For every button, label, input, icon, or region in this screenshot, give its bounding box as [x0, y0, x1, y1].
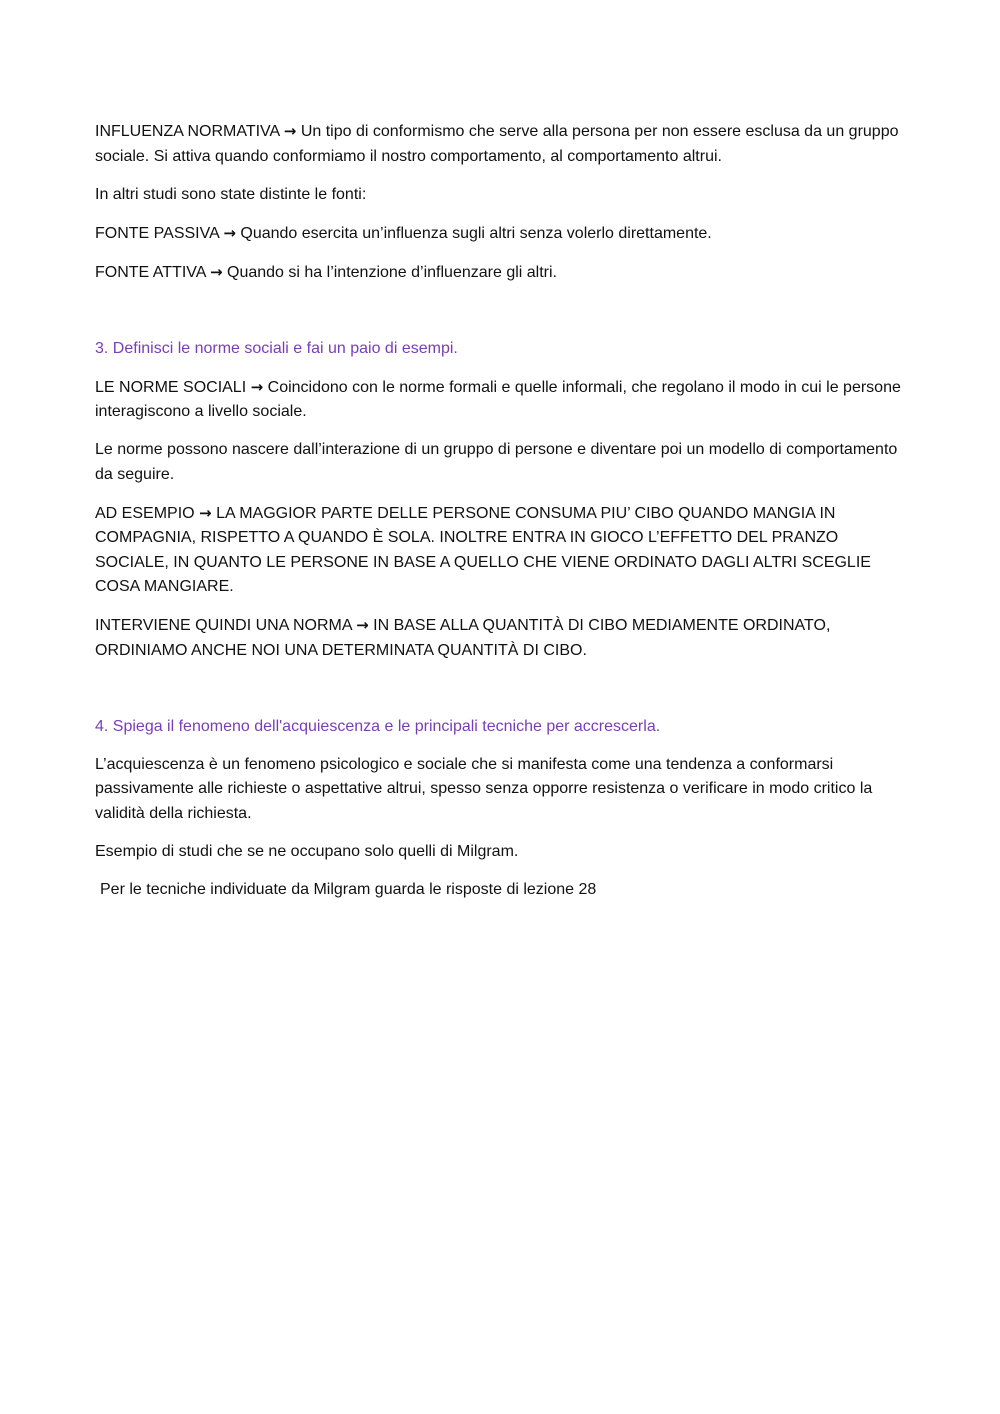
definition-influenza-normativa: Un tipo di conformismo che serve alla persona per non essere esclusa da un gruppo sociale. Si attiva quando conformiamo il nostro comportamento, al comportamento altrui. — [95, 123, 899, 165]
arrow-icon: → — [209, 262, 223, 281]
paragraph-fonte-attiva — [95, 260, 903, 286]
blank-line — [95, 299, 903, 337]
question-heading-3: 3. Definisci le norme sociali e fai un paio di esempi. — [95, 339, 458, 357]
arrow-icon: → — [250, 377, 264, 396]
paragraph-ad-esempio — [95, 501, 903, 600]
text-interviene: IN BASE ALLA QUANTITÀ DI CIBO MEDIAMENTE ORDINATO, ORDINIAMO ANCHE NOI UNA DETERMINATA QUANTITÀ DI CIBO. — [95, 617, 831, 659]
term-norme-sociali: LE NORME SOCIALI — [95, 378, 247, 396]
term-fonte-attiva: FONTE ATTIVA — [95, 263, 206, 281]
arrow-icon: → — [199, 503, 212, 522]
definition-norme-sociali: Coincidono con le norme formali e quelle informali, che regolano il modo in cui le persone interagiscono a livello sociale. — [95, 378, 901, 420]
paragraph-fonte-passiva — [95, 221, 903, 247]
paragraph-tecniche: Per le tecniche individuate da Milgram guarda le risposte di lezione 28 — [100, 880, 597, 898]
term-fonte-passiva: FONTE PASSIVA — [95, 224, 219, 242]
document-body — [95, 119, 903, 916]
term-influenza-normativa: INFLUENZA NORMATIVA — [95, 123, 280, 140]
paragraph-acquiescenza: L’acquiescenza è un fenomeno psicologico e sociale che si manifesta come una tendenza a conformarsi passivamente alle richieste o aspettative altrui, spesso senza opporre resistenza o verificare in modo critico la validità della richiesta. — [95, 755, 873, 822]
paragraph-influenza-normativa — [95, 119, 903, 169]
paragraph-interviene — [95, 613, 903, 663]
paragraph-norme-sociali — [95, 375, 903, 425]
definition-fonte-passiva: Quando esercita un’influenza sugli altri senza volerlo direttamente. — [240, 224, 712, 242]
paragraph-altri-studi: In altri studi sono state distinte le fonti: — [95, 185, 367, 203]
definition-fonte-attiva: Quando si ha l’intenzione d’influenzare gli altri. — [227, 263, 557, 281]
term-interviene: INTERVIENE QUINDI UNA NORMA — [95, 617, 352, 634]
arrow-icon: → — [223, 223, 236, 242]
arrow-icon: → — [283, 122, 297, 140]
paragraph-norme-nascere: Le norme possono nascere dall’interazione di un gruppo di persone e diventare poi un modello di comportamento da seguire. — [95, 441, 898, 483]
term-ad-esempio: AD ESEMPIO — [95, 504, 195, 522]
paragraph-esempio-studi: Esempio di studi che se ne occupano solo quelli di Milgram. — [95, 842, 519, 860]
blank-line — [95, 677, 903, 715]
question-heading-4: 4. Spiega il fenomeno dell'acquiescenza e le principali tecniche per accrescerla. — [95, 717, 661, 735]
arrow-icon: → — [356, 616, 369, 634]
text-ad-esempio: LA MAGGIOR PARTE DELLE PERSONE CONSUMA PIU’ CIBO QUANDO MANGIA IN COMPAGNIA, RISPETTO A QUANDO È SOLA. INOLTRE ENTRA IN GIOCO L’EFFETTO DEL PRANZO SOCIALE, IN QUANTO LE PERSONE IN BASE A QUELLO CHE VIENE ORDINATO DAGLI ALTRI SCEGLIE COSA MANGIARE. — [95, 504, 871, 595]
